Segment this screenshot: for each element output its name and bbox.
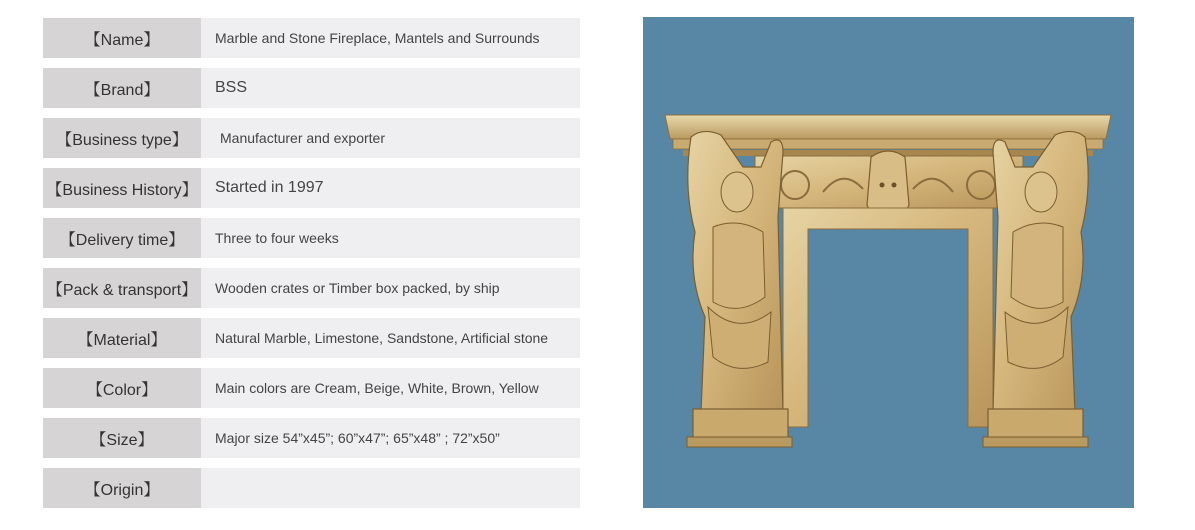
spec-value: Manufacturer and exporter [201,118,580,158]
spec-label: 【Size】 [43,418,201,458]
spec-label: 【Pack & transport】 [43,268,201,308]
spec-value: Started in 1997 [201,168,580,208]
spec-row-material [43,318,580,358]
spec-label: 【Material】 [43,318,201,358]
spec-label: 【Name】 [43,18,201,58]
spec-table [43,18,580,518]
spec-value: Wooden crates or Timber box packed, by ship [201,268,580,308]
spec-label: 【Business type】 [43,118,201,158]
spec-value: Major size 54”x45”; 60”x47”; 65”x48” ; 72”x50” [201,418,580,458]
spec-row-delivery-time [43,218,580,258]
spec-value: Natural Marble, Limestone, Sandstone, Artificial stone [201,318,580,358]
fireplace-photo [643,17,1134,508]
spec-row-business-history [43,168,580,208]
spec-row-pack-transport [43,268,580,308]
spec-value: Three to four weeks [201,218,580,258]
spec-row-brand [43,68,580,108]
spec-label: 【Origin】 [43,468,201,508]
fireplace-illustration [643,17,1134,508]
spec-row-origin [43,468,580,508]
spec-label: 【Business History】 [43,168,201,208]
spec-value: BSS [201,68,580,108]
spec-value: Marble and Stone Fireplace, Mantels and Surrounds [201,18,580,58]
spec-value [201,468,580,508]
spec-value: Main colors are Cream, Beige, White, Brown, Yellow [201,368,580,408]
spec-label: 【Delivery time】 [43,218,201,258]
spec-label: 【Brand】 [43,68,201,108]
spec-row-color [43,368,580,408]
spec-label: 【Color】 [43,368,201,408]
spec-row-name [43,18,580,58]
spec-row-size [43,418,580,458]
spec-row-business-type [43,118,580,158]
